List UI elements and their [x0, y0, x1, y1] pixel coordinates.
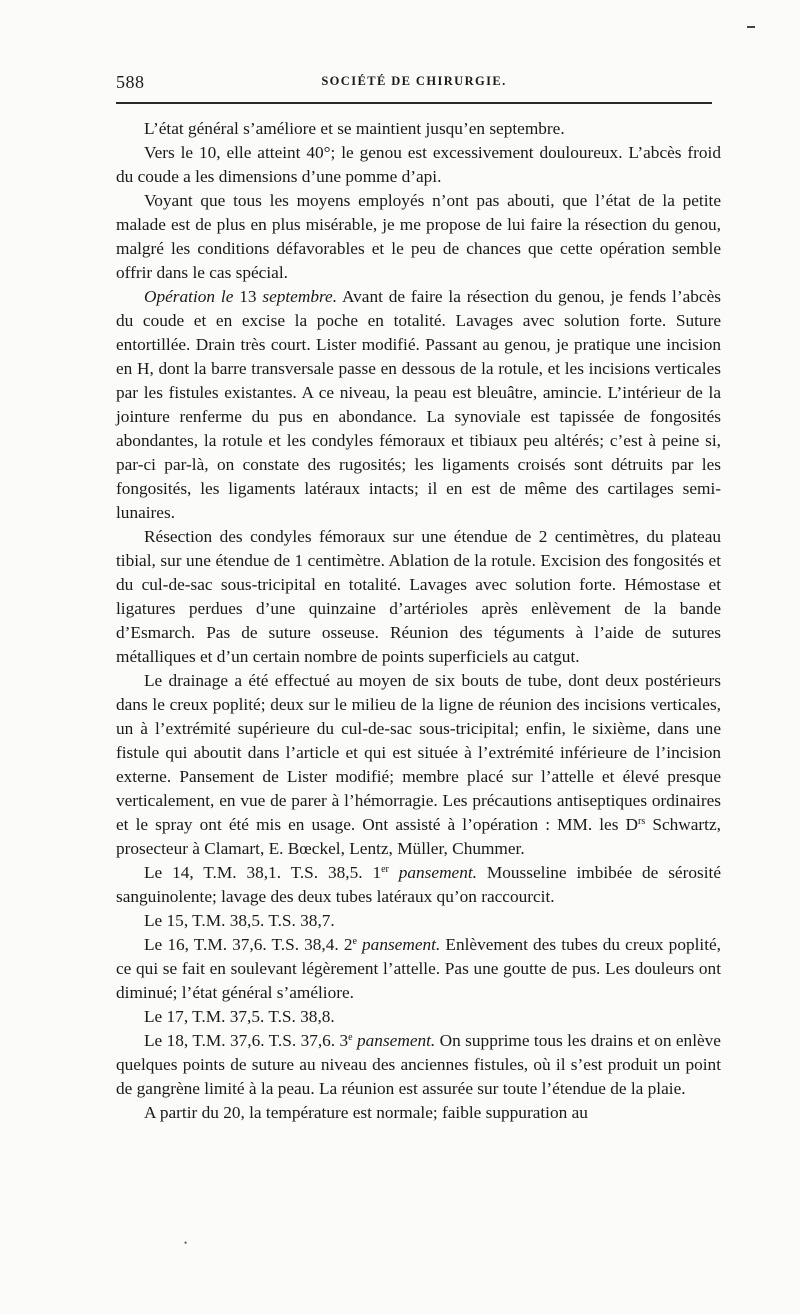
superscript: e: [352, 936, 357, 947]
scan-dot: •: [184, 1238, 188, 1248]
superscript: er: [381, 864, 389, 875]
paragraph: Résection des condyles fémoraux sur une étendue de 2 centimètres, du plateau tibial, sur une étendue de 1 centimètre. Ablation de la rotule. Excision des fongosités et du cul-de-sac sous-tricipital en totalité. Lavages avec solution forte. Hémostase et ligatures perdues d’une quinzaine d’artérioles après enlèvement de la bande d’Esmarch. Pas de suture osseuse. Réunion des téguments à l’aide de sutures métalliques et d’un certain nombre de points superficiels au catgut.: [116, 527, 721, 666]
italic-term: pansement.: [356, 935, 441, 954]
paragraph: Le 16, T.M. 37,6. T.S. 38,4. 2e pansement. Enlèvement des tubes du creux poplité, ce qui se fait en soulevant légèrement l’attelle. Pas une goutte de pus. Les douleurs ont diminué; l’état général s’améliore.: [116, 935, 721, 1002]
italic-term: pansement.: [388, 863, 477, 882]
superscript: e: [348, 1032, 353, 1043]
page-number: 588: [116, 72, 145, 92]
paragraph: Voyant que tous les moyens employés n’ont pas abouti, que l’état de la petite malade est de plus en plus misérable, je me propose de lui faire la résection du genou, malgré les conditions défavorables et le peu de chances que cette opération semble offrir dans le cas spécial.: [116, 191, 721, 282]
italic-term: pansement.: [352, 1031, 436, 1050]
paragraph: Le 15, T.M. 38,5. T.S. 38,7.: [144, 911, 335, 930]
italic-lead: septembre.: [262, 287, 338, 306]
paragraph: Vers le 10, elle atteint 40°; le genou est excessivement douloureux. L’abcès froid du coude a les dimensions d’une pomme d’api.: [116, 143, 721, 186]
superscript: rs: [638, 816, 646, 827]
paragraph: L’état général s’améliore et se maintient jusqu’en septembre.: [144, 119, 565, 138]
paragraph: Le 17, T.M. 37,5. T.S. 38,8.: [144, 1007, 335, 1026]
paragraph: Opération le 13 septembre. Avant de faire la résection du genou, je fends l’abcès du coude et en excise la poche en totalité. Lavages avec solution forte. Suture entortillée. Drain très court. Lister modifié. Passant au genou, je pratique une incision en H, dont la barre transversale passe en dessous de la rotule, et les incisions verticales par les fistules existantes. A ce niveau, la peau est bleuâtre, amincie. L’intérieur de la jointure renferme du pus en abondance. La synoviale est tapissée de fongosités abondantes, la rotule et les condyles fémoraux et tibiaux peu altérés; c’est à peine si, par-ci par-là, on constate des rugosités; les ligaments croisés sont détruits par les fongosités, les ligaments latéraux intacts; il en est de même des cartilages semi-lunaires.: [116, 287, 721, 522]
paragraph: Le 14, T.M. 38,1. T.S. 38,5. 1er pansement. Mousseline imbibée de sérosité sanguinolente; lavage des deux tubes latéraux qu’on raccourcit.: [116, 863, 721, 906]
paragraph: Le drainage a été effectué au moyen de six bouts de tube, dont deux postérieurs dans le creux poplité; deux sur le milieu de la ligne de réunion des incisions verticales, un à l’extrémité supérieure du cul-de-sac sous-tricipital; enfin, le sixième, dans une fistule qui aboutit dans l’article et qui est située à l’extrémité inférieure de l’incision externe. Pansement de Lister modifié; membre placé sur l’attelle et élevé presque verticalement, en vue de parer à l’hémorragie. Les précautions antiseptiques ordinaires et le spray ont été mis en usage. Ont assisté à l’opération : MM. les $D^{rs}$ Schwartz, prosecteur à Clamart, E. Bœckel, Lentz, Müller, Chummer.: [116, 671, 721, 858]
body-text: [116, 117, 721, 1125]
paragraph: Le 18, T.M. 37,6. T.S. 37,6. 3e pansement. On supprime tous les drains et on enlève quelques points de suture au niveau des anciennes fistules, où il s’est produit un point de gangrène limité à la peau. La réunion est assurée sur toute l’étendue de la plaie.: [116, 1031, 721, 1098]
paragraph: A partir du 20, la température est normale; faible suppuration au: [144, 1103, 588, 1122]
scan-mark: [747, 26, 755, 28]
running-head: SOCIÉTÉ DE CHIRURGIE.: [321, 74, 507, 88]
italic-lead: Opération le: [144, 287, 234, 306]
page-header: [116, 72, 712, 98]
header-rule: [116, 102, 712, 104]
